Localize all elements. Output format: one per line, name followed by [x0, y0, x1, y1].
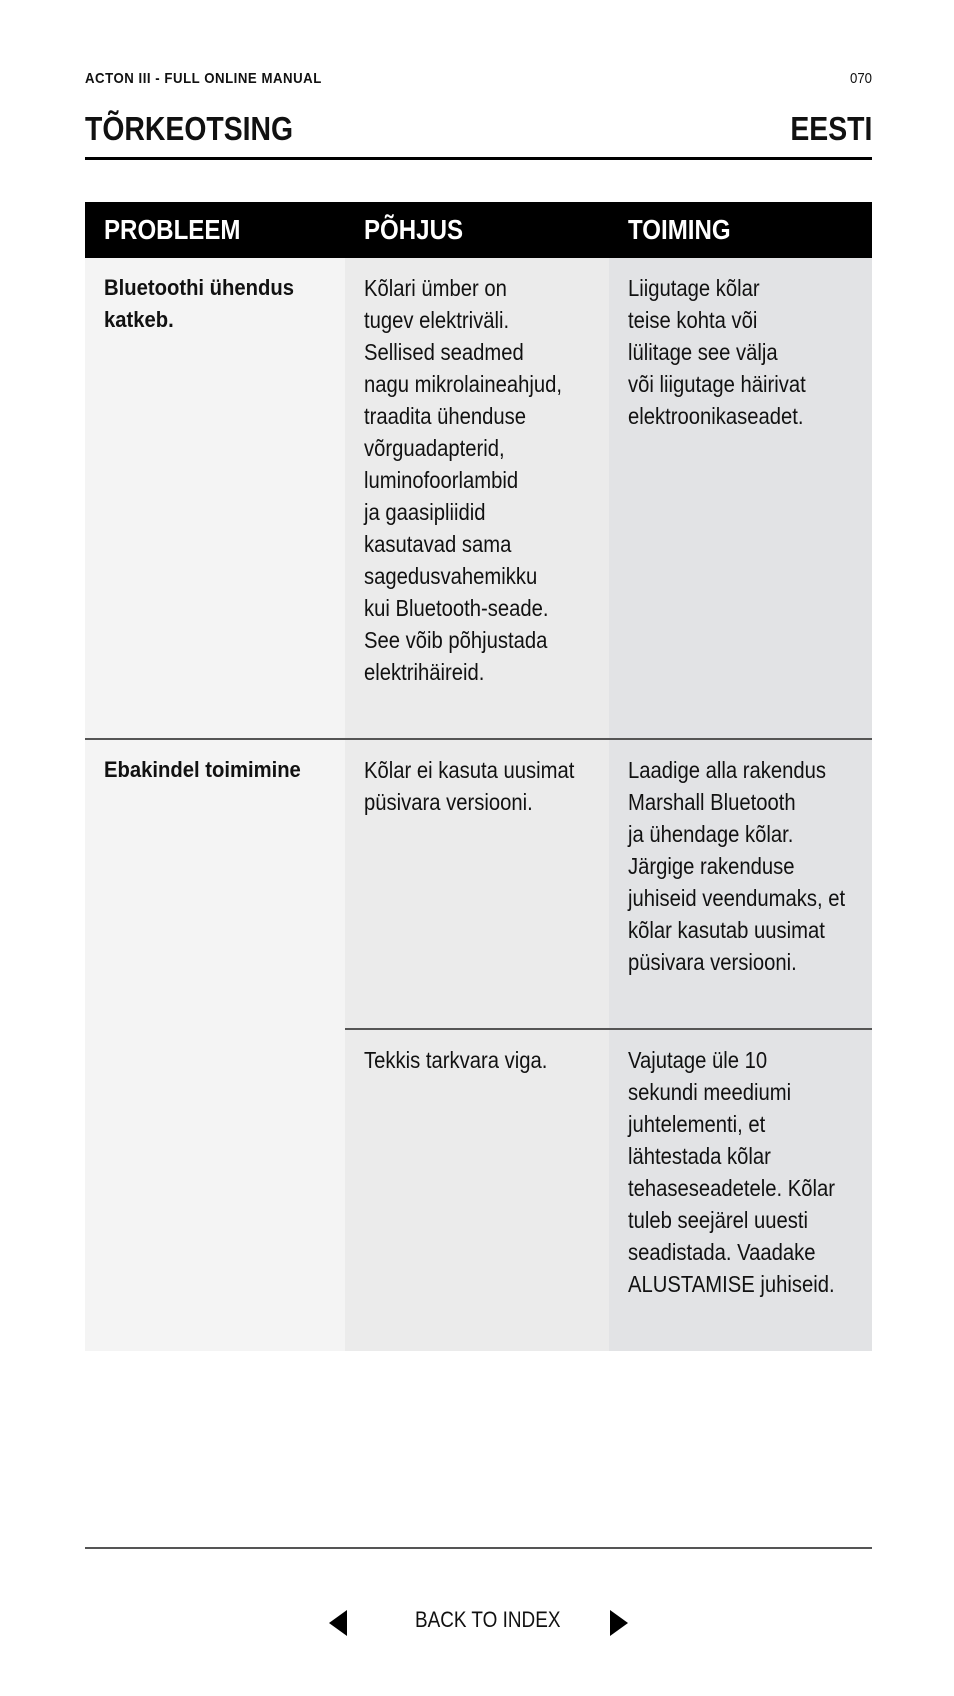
document-title: ACTON III - FULL ONLINE MANUAL	[85, 70, 322, 87]
section-header	[85, 110, 872, 160]
action-cell: Vajutage üle 10 sekundi meediumi juhtelementi, et lähtestada kõlar tehaseseadetele. Kõlar tuleb seejärel uuesti seadistada. Vaadake ALUSTAMISE juhiseid.	[609, 1030, 872, 1351]
action-cell: Laadige alla rakendus Marshall Bluetooth ja ühendage kõlar. Järgige rakenduse juhiseid veendumaks, et kõlar kasutab uusimat püsivara versiooni.	[609, 740, 872, 1028]
column-header-cause: PÕHJUS	[364, 214, 464, 245]
troubleshooting-table	[85, 202, 872, 1351]
action-cell: Liigutage kõlar teise kohta või lülitage see välja või liigutage häirivat elektroonikaseadet.	[609, 258, 872, 738]
problem-cell	[85, 740, 345, 1351]
table-header	[85, 202, 872, 258]
section-title: TÕRKEOTSING	[85, 110, 294, 147]
table-row	[345, 1030, 872, 1351]
back-to-index-link[interactable]: BACK TO INDEX	[415, 1607, 561, 1632]
cause-cell: Tekkis tarkvara viga.	[345, 1030, 609, 1351]
table-row-group	[85, 740, 872, 1351]
page-navigation	[0, 1605, 954, 1641]
page-number: 070	[849, 70, 872, 87]
previous-page-icon[interactable]	[329, 1610, 347, 1636]
column-header-problem: PROBLEEM	[104, 214, 241, 245]
next-page-icon[interactable]	[610, 1610, 628, 1636]
sub-rows	[345, 740, 872, 1351]
language-label: EESTI	[789, 110, 872, 147]
column-header-action: TOIMING	[628, 214, 731, 245]
cause-cell: Kõlar ei kasuta uusimat püsivara versiooni.	[345, 740, 609, 1028]
problem-cell: Bluetoothi ühendus katkeb.	[85, 258, 345, 738]
footer-divider	[85, 1547, 872, 1549]
running-header	[85, 70, 872, 90]
problem-text: Ebakindel toimimine	[104, 757, 301, 782]
table-row	[345, 740, 872, 1028]
cause-cell: Kõlari ümber on tugev elektriväli. Sellised seadmed nagu mikrolaineahjud, traadita ühenduse võrguadapterid, luminofoorlambid ja gaasipliidid kasutavad sama sagedusvahemikku kui Bluetooth-seade. See võib põhjustada elektrihäireid.	[345, 258, 609, 738]
table-row	[85, 258, 872, 738]
